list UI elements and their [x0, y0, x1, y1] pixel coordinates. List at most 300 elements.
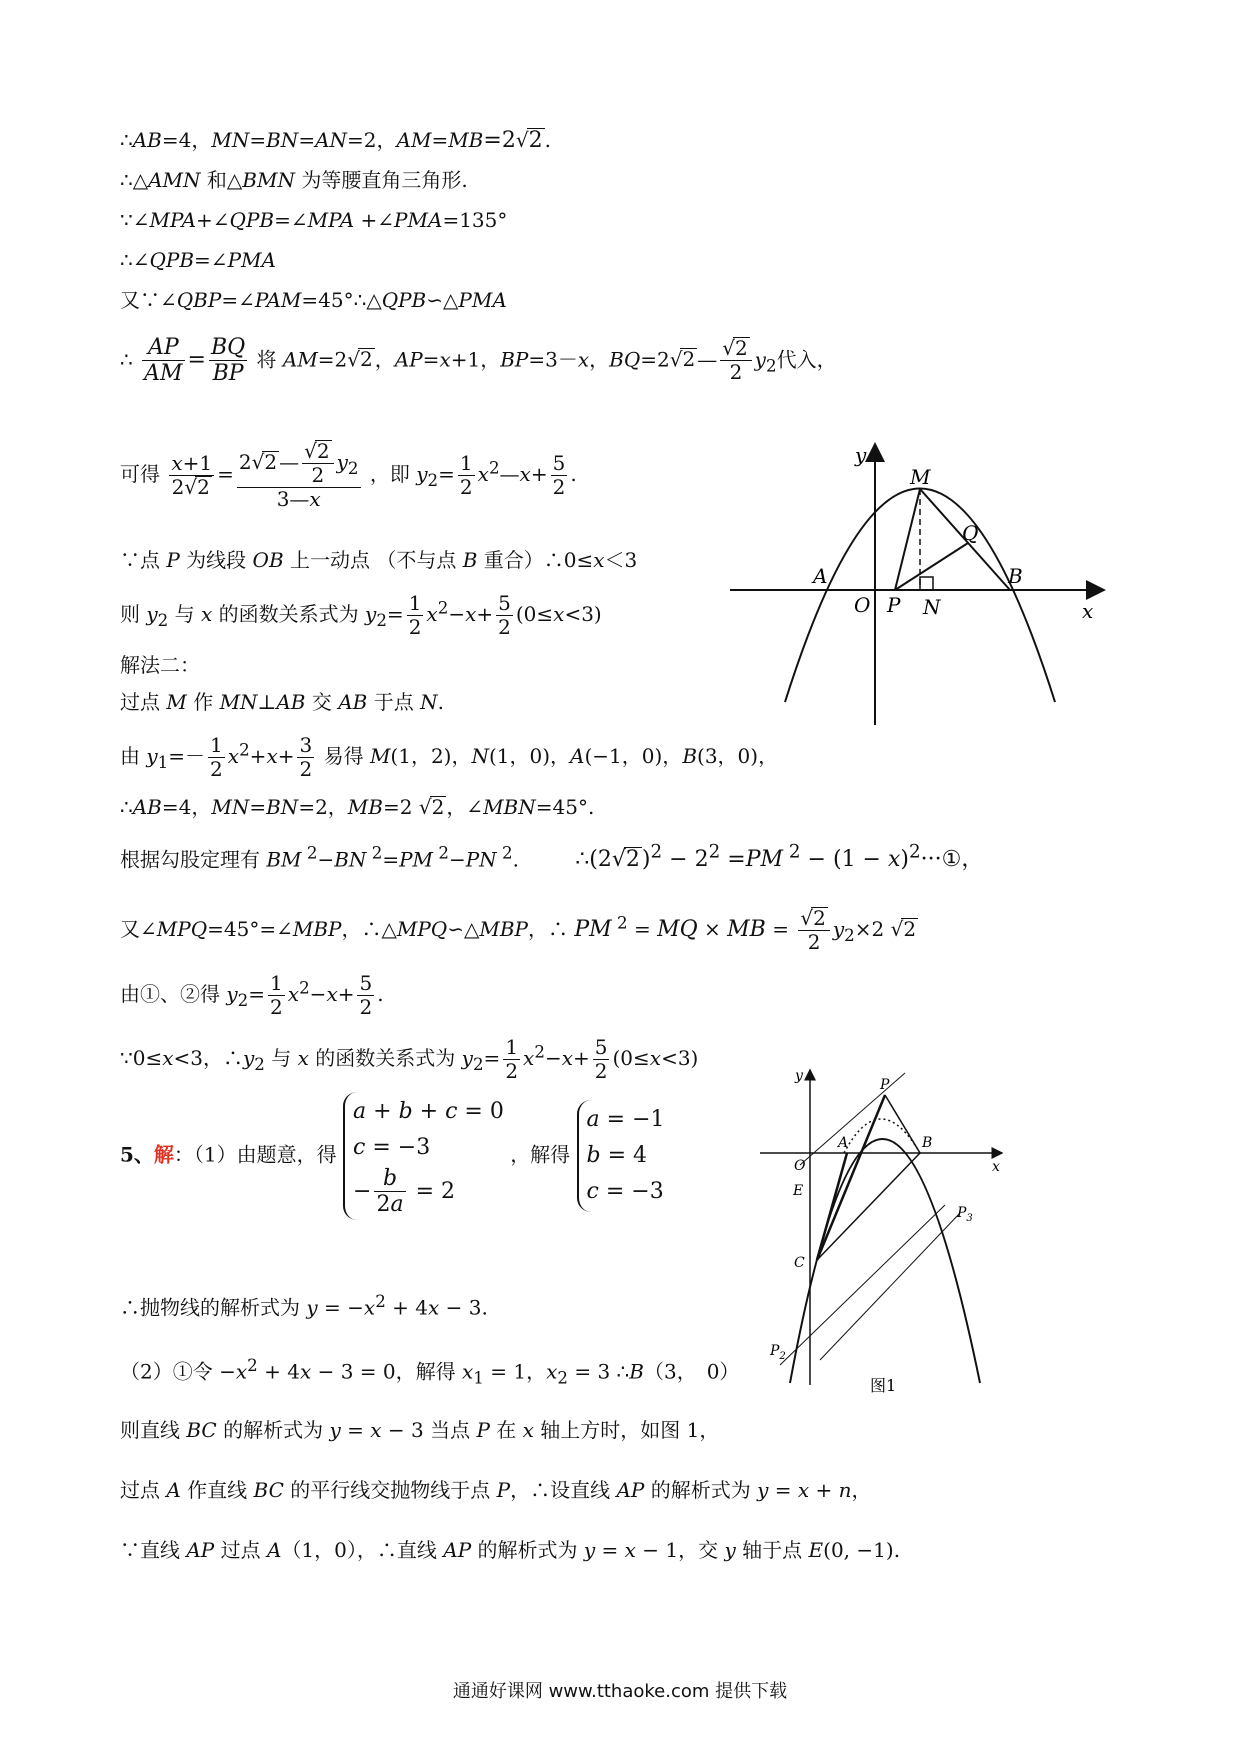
sqrt-arg: 2: [197, 475, 210, 499]
text: 5: [359, 971, 373, 995]
text: =: [765, 917, 796, 941]
text: 为等腰直角三角形.: [294, 168, 468, 192]
text: AB: [276, 690, 306, 714]
text: ×2: [854, 917, 891, 941]
text: PM: [399, 847, 434, 872]
text: =45°.: [535, 795, 595, 819]
text: ∴: [120, 128, 133, 152]
text: MBP: [292, 917, 342, 941]
label-y: y: [795, 1068, 803, 1084]
text: ∴: [610, 1359, 630, 1384]
text: AP: [616, 1478, 645, 1502]
text: BP: [500, 347, 529, 372]
text: 的平行线交抛物线于点: [283, 1478, 497, 1502]
text: —: [697, 347, 718, 372]
superscript: 2: [909, 842, 921, 863]
text: 与: [264, 1046, 298, 1070]
text: BP: [212, 361, 244, 387]
line-bc: [780, 1205, 945, 1365]
text: − 3 = 0: [311, 1359, 396, 1384]
text: MBP: [479, 917, 528, 941]
text: PAM: [254, 288, 302, 312]
text: QBP: [176, 288, 222, 312]
line-10: [120, 651, 200, 679]
text: =∠: [194, 248, 228, 272]
text: ): [641, 847, 651, 873]
text: ，解得: [510, 1142, 571, 1167]
fraction: $\frac{√2}{2}$: [798, 907, 829, 954]
label-n: N: [923, 595, 941, 619]
sqrt-arg: 2: [316, 439, 330, 463]
text: x: [227, 744, 240, 768]
text: x: [465, 602, 477, 626]
fraction: [208, 734, 225, 781]
text: AM: [282, 347, 318, 372]
text: ，解得: [395, 1359, 462, 1384]
text: ∴抛物线的解析式为: [120, 1295, 307, 1320]
text: = 2: [408, 1178, 455, 1204]
line-13: ∴AB=4，MN=BN=2，MB=2 √2 ，∠MBN=45°.: [120, 795, 595, 819]
text: 交: [305, 690, 339, 714]
line-16: [120, 972, 384, 1019]
text: P: [166, 548, 180, 572]
text: 和△: [200, 168, 243, 192]
fraction: [458, 452, 475, 499]
text: 2: [552, 475, 566, 499]
text: .: [570, 462, 577, 486]
text: 轴于点: [735, 1538, 809, 1562]
text: − 1: [635, 1538, 679, 1562]
text: a: [586, 1106, 600, 1132]
text: P: [496, 1478, 511, 1502]
label-x: x: [1082, 599, 1094, 623]
text: .: [893, 1538, 901, 1562]
text: QPB: [229, 208, 275, 232]
line-3: [120, 206, 507, 234]
line-15: 又∠MPQ=45°=∠MBP，∴△MPQ∽△MBP，∴ PM $^2$ = MQ × MB = $\frac{√2}{2}$ $y_2\times 2$ √2: [120, 906, 917, 954]
label-m: M: [910, 465, 931, 489]
text: +∠: [354, 208, 395, 232]
text: −: [448, 847, 466, 872]
line-11: [120, 688, 444, 716]
text: ∽△: [447, 917, 480, 941]
text: −: [448, 602, 466, 626]
parabola: [790, 1139, 980, 1383]
text: −: [353, 1178, 372, 1204]
text: ∴∠: [120, 248, 150, 272]
superscript: 2: [433, 843, 449, 863]
text: 根据勾股定理有: [120, 847, 267, 872]
text: 于点: [367, 690, 421, 714]
text: 2: [498, 615, 511, 639]
text: =2: [382, 795, 419, 819]
line-4: [120, 246, 276, 274]
text: 5: [552, 451, 566, 475]
text: y: [242, 1046, 255, 1070]
text: 2: [171, 475, 185, 499]
line-18: [120, 1092, 665, 1220]
text: y: [146, 602, 158, 626]
text: ：（1）由题意，得: [173, 1142, 337, 1167]
text: +1，: [450, 347, 501, 372]
superscript: 2: [247, 1356, 258, 1375]
sqrt-arg: 2: [682, 347, 696, 372]
problem-number: 5、: [120, 1142, 154, 1167]
text: y: [365, 602, 377, 626]
text: AB: [132, 128, 162, 152]
text: 作直线: [180, 1478, 254, 1502]
text: x: [553, 602, 565, 626]
text: ∴△: [120, 168, 149, 192]
parabola-arc-dotted: [844, 1119, 920, 1153]
label-q: Q: [962, 521, 979, 545]
text: MPQ: [156, 917, 208, 941]
sqrt-arg: 2: [528, 128, 543, 153]
text: y: [754, 347, 766, 372]
text: ···①，: [920, 847, 984, 873]
fraction: [503, 1036, 520, 1083]
text: MB: [727, 917, 766, 942]
text: y: [226, 982, 238, 1006]
text: BM: [266, 847, 302, 872]
text: 将: [256, 347, 283, 372]
text: x: [523, 1046, 535, 1070]
text: x: [561, 1046, 573, 1070]
text: − 2: [662, 847, 709, 873]
text: y: [336, 450, 348, 474]
text: 的解析式为: [216, 1418, 330, 1442]
text: 2: [270, 995, 283, 1019]
text: =: [187, 347, 206, 373]
text: 2: [311, 463, 325, 487]
text: +: [572, 1046, 590, 1070]
text: y: [329, 1418, 341, 1442]
text: ∵∠: [120, 208, 150, 232]
subscript: 2: [347, 459, 359, 478]
line-23: [120, 1536, 900, 1564]
text: x: [426, 602, 438, 626]
fraction: $\frac{√2}{2}$: [720, 337, 751, 384]
text: ∵0≤: [120, 1046, 163, 1070]
text: 的函数关系式为: [308, 1046, 462, 1070]
right-angle-mark: [920, 577, 933, 590]
text: PM: [745, 847, 784, 873]
text: y: [461, 1046, 473, 1070]
text: ∽△: [426, 288, 459, 312]
text: 2: [408, 615, 422, 639]
text: MQ: [657, 917, 698, 942]
text: ∴: [575, 847, 590, 873]
text: MBN: [483, 795, 536, 819]
text: y: [757, 1478, 769, 1502]
text: A: [570, 744, 585, 768]
text: 又∠: [120, 917, 157, 941]
text: x: [546, 1359, 558, 1384]
text: x: [266, 744, 278, 768]
fraction: 2√2 — $\frac{√2}{2}$ $y_2$ 3—x: [238, 439, 359, 511]
text: BQ: [210, 335, 246, 360]
text: 3—: [276, 487, 310, 511]
sqrt-arg: 2: [625, 847, 640, 873]
text: 则直线: [120, 1418, 187, 1442]
text: (1，0)，: [488, 744, 571, 768]
text: —: [499, 462, 520, 486]
text: y: [832, 917, 845, 941]
line-2: [120, 166, 468, 194]
text: y: [146, 744, 158, 768]
label-b: B: [1008, 564, 1023, 588]
text: 2: [359, 995, 373, 1019]
subscript: 2: [237, 991, 249, 1010]
text: x: [887, 847, 901, 873]
segment-pb: [885, 1095, 920, 1153]
text: A: [166, 1478, 181, 1502]
sqrt-arg: 2: [903, 917, 917, 941]
text: PMA: [394, 208, 443, 232]
text: ，: [374, 347, 395, 372]
figure-caption: 图1: [870, 1376, 897, 1395]
text: 则: [120, 602, 147, 626]
line-17: [120, 1036, 698, 1083]
text: 2: [459, 475, 473, 499]
label-o: O: [794, 1158, 806, 1174]
text: B: [462, 548, 478, 572]
text: (2: [589, 847, 612, 873]
label-p: P: [887, 593, 901, 617]
line-20: [120, 1352, 739, 1393]
text: <3): [661, 1046, 699, 1070]
text: ×: [697, 917, 728, 941]
text: .: [544, 128, 551, 152]
text: BN: [334, 847, 367, 872]
text: (0≤: [515, 602, 554, 626]
text: AMN: [148, 168, 201, 192]
text: x: [299, 1359, 312, 1384]
fraction: [357, 972, 374, 1019]
text: N: [471, 744, 489, 768]
text: 为线段: [179, 548, 253, 572]
sqrt-arg: 2: [813, 906, 826, 930]
text: M: [166, 690, 187, 714]
text: 在: [489, 1418, 523, 1442]
text: = −: [317, 1295, 364, 1320]
text: <3，∴: [173, 1046, 243, 1070]
text: ，: [589, 347, 610, 372]
subscript: 1: [473, 1368, 484, 1388]
line-7: [120, 440, 577, 511]
superscript: 2: [611, 913, 628, 933]
text: = 1，: [483, 1359, 547, 1384]
text: x: [624, 1538, 636, 1562]
text: ，: [851, 1478, 872, 1502]
text: =: [386, 602, 404, 626]
text: 过点: [214, 1538, 267, 1562]
fraction: [496, 592, 513, 639]
text: =4，: [161, 795, 212, 819]
segment-mp: [895, 489, 920, 590]
text: +: [809, 1478, 839, 1502]
fraction: $\frac{√2}{2}$: [302, 440, 333, 487]
label-x: x: [992, 1159, 1000, 1175]
text: y: [416, 462, 428, 486]
subscript: 2: [765, 356, 777, 376]
text: BC: [186, 1418, 217, 1442]
text: x: [477, 462, 489, 486]
text: −: [544, 1046, 562, 1070]
text: （2）①令 −: [120, 1359, 236, 1384]
text: ⊥: [257, 690, 277, 714]
text: 当点: [423, 1418, 477, 1442]
text: 2: [210, 757, 223, 781]
text: x: [287, 982, 300, 1006]
text: x: [797, 1478, 810, 1502]
text: =: [627, 917, 658, 941]
text: =: [340, 1418, 371, 1442]
text: 由①、②得: [120, 982, 227, 1006]
text: c: [586, 1178, 599, 1204]
text: BC: [253, 1478, 284, 1502]
superscript: 2: [301, 843, 318, 863]
text: − (1 −: [800, 847, 888, 873]
figure-parabola-parallel: [760, 1065, 1020, 1395]
text: =: [217, 462, 234, 486]
text: BQ: [609, 347, 641, 372]
text: MB: [347, 795, 383, 819]
text: −: [317, 847, 335, 872]
text: y: [306, 1295, 318, 1320]
text: ): [900, 847, 909, 873]
subscript: 2: [376, 611, 387, 630]
text: MN: [219, 690, 258, 714]
text: b: [398, 1099, 413, 1124]
text: =2: [483, 128, 516, 153]
text: = −3: [365, 1135, 431, 1160]
text: = 4: [600, 1142, 648, 1168]
text: 可得: [120, 462, 160, 486]
text: P: [476, 1418, 490, 1442]
text: =: [720, 847, 746, 873]
text: AM: [396, 128, 432, 152]
text: 又∵∠: [120, 288, 177, 312]
segment-pq: [895, 543, 968, 590]
label-a: A: [838, 1135, 849, 1151]
text: x: [326, 982, 338, 1006]
superscript: 2: [783, 842, 801, 863]
label-y: y: [855, 443, 867, 467]
fraction: [407, 592, 424, 639]
text: (1，2)，: [390, 744, 472, 768]
text: QPB: [381, 288, 427, 312]
sqrt-arg: 2: [360, 347, 373, 372]
text: ，即: [369, 462, 417, 486]
solution-system: [577, 1100, 665, 1212]
text: MN: [211, 795, 250, 819]
text: =: [249, 795, 267, 819]
superscript: 2: [488, 458, 500, 478]
text: AB: [338, 690, 368, 714]
text: =45°∴△: [301, 288, 382, 312]
superscript: 2: [496, 843, 513, 863]
text: =∠: [221, 288, 255, 312]
text: 2: [238, 450, 252, 474]
fraction: [374, 1166, 405, 1218]
text: ＜3: [604, 548, 638, 572]
text: =2: [317, 347, 348, 372]
text: a: [353, 1099, 367, 1124]
text: BN: [266, 128, 299, 152]
label-e: E: [793, 1183, 804, 1199]
text: x: [370, 1418, 382, 1442]
line-1: ∴AB=4，MN=BN=AN=2，AM=MB=2√2 .: [120, 128, 551, 153]
text: AP: [147, 335, 179, 360]
text: 3: [299, 733, 313, 757]
text: x: [235, 1359, 248, 1384]
text: ∵直线: [120, 1538, 187, 1562]
text: x: [428, 1295, 440, 1320]
subscript: 2: [427, 471, 439, 490]
text: = 0: [457, 1099, 504, 1124]
line-22: [120, 1476, 872, 1504]
fraction: [593, 1036, 610, 1083]
equation-system: [343, 1092, 504, 1220]
text: =: [768, 1478, 798, 1502]
text: AN: [315, 128, 348, 152]
text: 1: [505, 1035, 519, 1059]
text: =∠: [274, 208, 308, 232]
text: y: [724, 1538, 736, 1562]
text: PM: [574, 917, 612, 942]
line-21: [120, 1416, 719, 1444]
text: .: [512, 847, 519, 872]
text: 2: [376, 1192, 391, 1218]
text: 重合）∴0≤: [477, 548, 594, 572]
line-6: ∴ $\frac{AP}{AM}$ = $\frac{BQ}{BP}$ 将 AM=2√2 ，AP=x+1，BP=3－x，BQ=2√2 — $\frac{√2}{2}$ $y_2$代入，: [120, 335, 837, 387]
text: = −3: [598, 1178, 664, 1204]
text: =: [422, 347, 440, 372]
text: x: [297, 1046, 309, 1070]
text: MPA: [307, 208, 355, 232]
text: 2: [729, 360, 743, 385]
fraction: [142, 335, 184, 387]
text: 1: [408, 591, 422, 615]
text: x: [593, 548, 605, 572]
fraction: [268, 972, 285, 1019]
text: c: [353, 1135, 366, 1160]
text: =2: [640, 347, 670, 372]
text: 2: [594, 1059, 608, 1083]
text: c: [445, 1099, 458, 1124]
text: 的解析式为: [644, 1478, 758, 1502]
text: =2，: [298, 795, 348, 819]
text: E: [808, 1538, 824, 1562]
superscript: 2: [437, 598, 449, 618]
label-o: O: [854, 593, 871, 617]
text: a: [390, 1192, 404, 1218]
fraction: $\frac{x+1}{2√2}$: [171, 451, 213, 499]
text: x: [649, 1046, 662, 1070]
text: =: [595, 1538, 625, 1562]
line-8: [120, 546, 637, 574]
text: n: [838, 1478, 852, 1502]
text: ，∴△: [341, 917, 397, 941]
text: OB: [252, 548, 284, 572]
text: − 3: [381, 1418, 424, 1442]
text: = 3: [567, 1359, 611, 1384]
text: PN: [465, 847, 497, 872]
text: .: [481, 1295, 488, 1320]
text: .: [437, 690, 444, 714]
text: MN: [211, 128, 250, 152]
